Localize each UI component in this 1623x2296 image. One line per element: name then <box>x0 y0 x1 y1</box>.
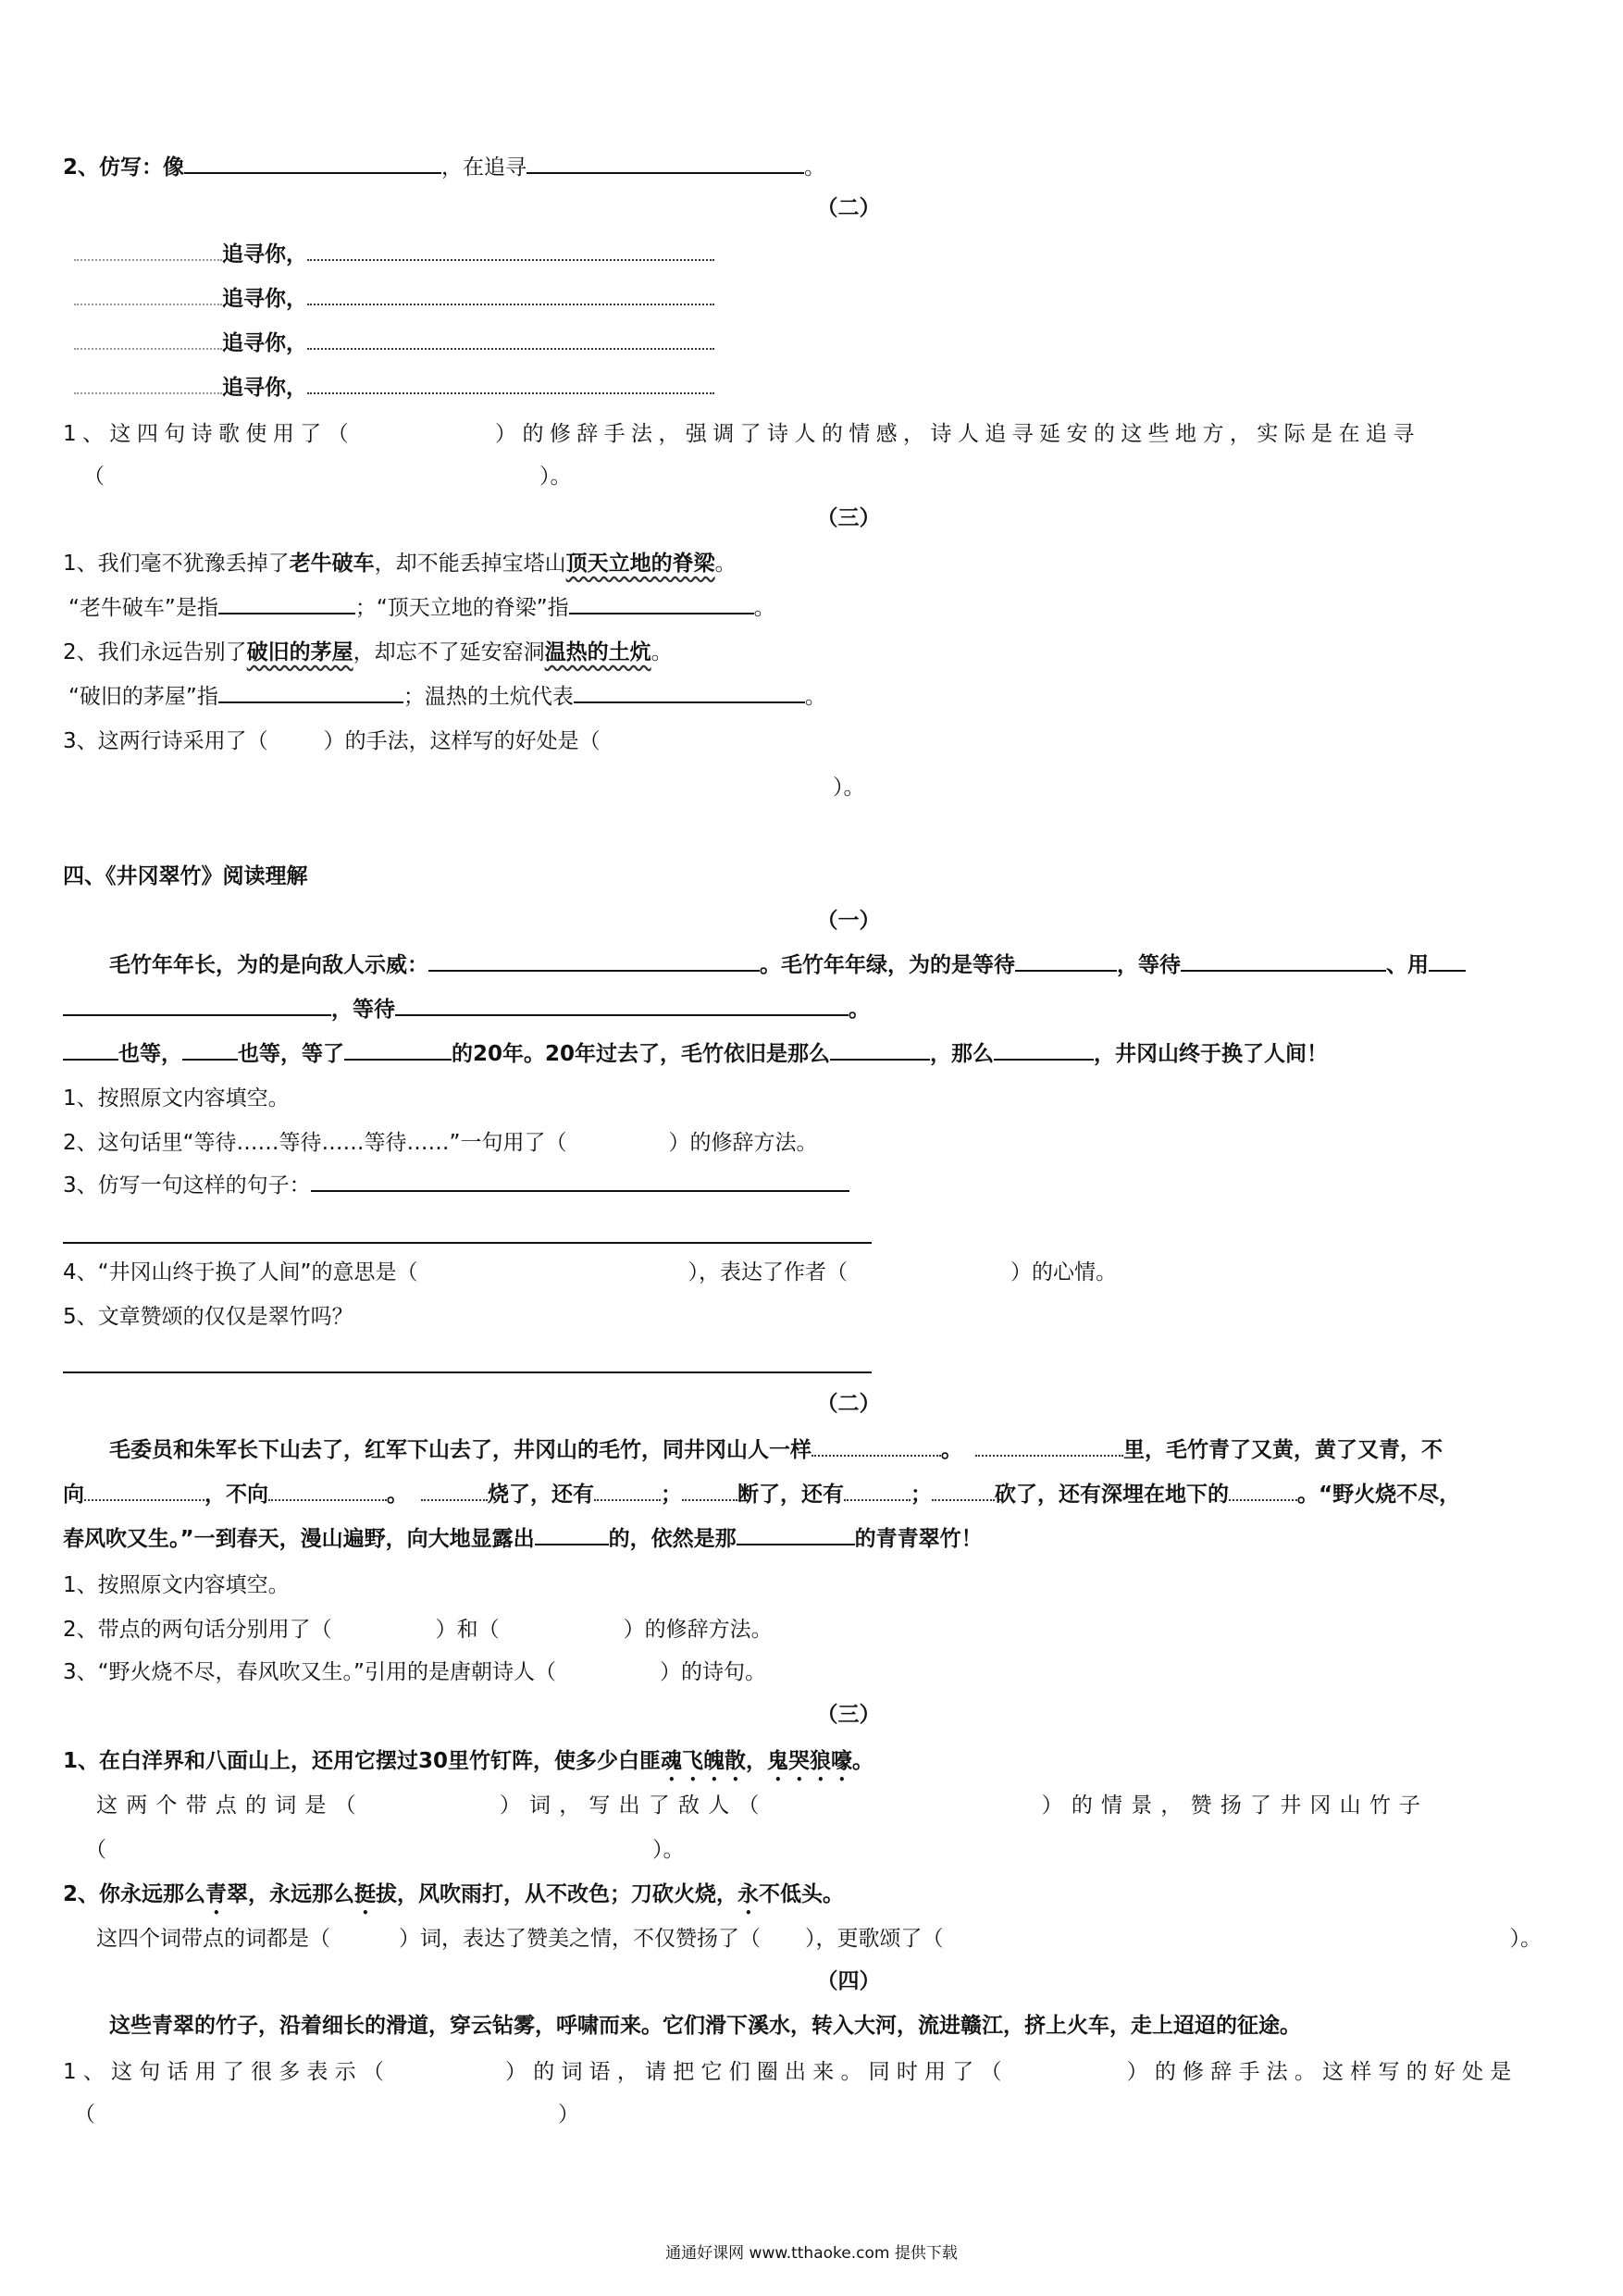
text: 春风吹又生。”一到春天，漫山遍野，向大地显露出 <box>63 1527 535 1551</box>
bold-phrase: 老牛破车 <box>289 552 375 576</box>
text: 。 <box>753 596 775 620</box>
sentence-1 <box>63 548 737 579</box>
text: 2、仿写：像 <box>63 155 185 180</box>
question-r1: 1、按照原文内容填空。 <box>63 1573 290 1597</box>
blank[interactable] <box>63 1038 118 1061</box>
blank[interactable] <box>218 681 403 703</box>
text: 1、这四句诗歌使用了（ <box>63 422 355 446</box>
wavy-phrase: 温热的土炕 <box>544 640 651 664</box>
blank[interactable] <box>344 1038 452 1061</box>
blank[interactable] <box>421 1479 488 1501</box>
text: ）的心情。 <box>1010 1260 1117 1285</box>
blank[interactable] <box>1429 949 1466 972</box>
text: 。 <box>387 1483 408 1507</box>
text: 拔，风吹雨打，从不改色；刀砍火烧， <box>376 1882 738 1906</box>
text: ）的修辞手法，强调了诗人的情感，诗人追寻延安的这些地方，实际是在追寻 <box>495 422 1420 446</box>
text: ）的情景，赞扬了井冈山竹子 <box>1041 1793 1430 1818</box>
dotted-blank[interactable] <box>307 283 714 305</box>
text: ；温热的土炕代表 <box>403 685 574 709</box>
blank[interactable] <box>395 994 849 1016</box>
text: 。 <box>714 552 737 576</box>
text: 也等， <box>118 1042 182 1066</box>
question-r2 <box>63 1614 773 1645</box>
question-4 <box>63 1257 1117 1288</box>
section-4-title: 四、《井冈翠竹》阅读理解 <box>63 864 308 888</box>
dotted-blank[interactable] <box>74 283 222 305</box>
zhuixun-line-2 <box>74 283 714 315</box>
text: ， <box>746 1749 768 1773</box>
passage-1-line-1 <box>109 949 1466 981</box>
text: 。 <box>804 685 826 709</box>
zhuixun-label: 追寻你， <box>222 242 307 267</box>
text: ； <box>661 1483 682 1507</box>
passage-2-line-3 <box>63 1523 983 1555</box>
text: ）的修辞方法。 <box>623 1618 773 1642</box>
text: 4、“井冈山终于换了人间”的意思是（ <box>63 1260 418 1285</box>
text: 的青青翠竹！ <box>854 1527 983 1551</box>
passage-4-question-cont <box>74 2099 579 2130</box>
passage-2-line-1 <box>109 1434 1443 1466</box>
zhuixun-line-1 <box>74 239 714 270</box>
dotted-blank[interactable] <box>74 328 222 350</box>
text: 砍了，还有深埋在地下的 <box>995 1483 1229 1507</box>
dotted-blank[interactable] <box>307 328 714 350</box>
text: ； <box>911 1483 932 1507</box>
text: ；“顶天立地的脊梁”指 <box>354 596 569 620</box>
question-3 <box>63 1170 849 1201</box>
question-er-1 <box>63 418 1420 450</box>
wavy-phrase: 破旧的茅屋 <box>246 640 353 664</box>
text: 烧了，还有 <box>488 1483 594 1507</box>
passage-1-line-3 <box>63 1038 1328 1070</box>
blank[interactable] <box>527 152 804 174</box>
blank[interactable] <box>812 1434 941 1457</box>
text: 2、带点的两句话分别用了（ <box>63 1618 332 1642</box>
text: ）词，表达了赞美之情，不仅赞扬了（ <box>399 1927 761 1951</box>
blank[interactable] <box>975 1434 1123 1457</box>
sentence-2-blanks <box>68 681 826 713</box>
text: ）。 <box>1509 1927 1542 1951</box>
text: 、用 <box>1386 953 1429 977</box>
text: 也等，等了 <box>238 1042 344 1066</box>
sentence-1-blanks <box>68 592 775 624</box>
text: 。 <box>849 998 870 1022</box>
answer-line[interactable] <box>63 1371 872 1373</box>
blank[interactable] <box>84 1479 204 1501</box>
blank[interactable] <box>1015 949 1117 972</box>
text: 这两个带点的词是（ <box>96 1793 365 1818</box>
passage-3-question-1 <box>96 1790 1429 1821</box>
blank[interactable] <box>268 1479 387 1501</box>
footer: 通通好课网 www.tthaoke.com 提供下载 <box>665 2244 958 2263</box>
text: 3、仿写一句这样的句子： <box>63 1173 311 1198</box>
text: 。 <box>804 155 826 180</box>
text: 1、这句话用了很多表示（ <box>63 2060 391 2084</box>
text: （ <box>83 465 105 489</box>
imitation-line <box>63 152 825 183</box>
blank[interactable] <box>182 1038 238 1061</box>
blank[interactable] <box>535 1523 609 1545</box>
zhuixun-label: 追寻你， <box>222 287 307 311</box>
text: 1、我们毫不犹豫丢掉了 <box>63 552 290 576</box>
passage-3-line-2 <box>63 1879 844 1919</box>
text: ，等待 <box>1117 953 1181 977</box>
section-heading-san-2: （三） <box>816 1703 881 1727</box>
text: 里，毛竹青了又黄，黄了又青，不 <box>1123 1438 1443 1462</box>
text: ）的词语，请把它们圈出来。同时用了（ <box>505 2060 1009 2084</box>
text: ）和（ <box>435 1618 500 1642</box>
text: 翠，永远那么 <box>227 1882 355 1906</box>
passage-4-question <box>63 2056 1518 2088</box>
sentence-3-end: ）。 <box>833 776 865 800</box>
section-heading-si: （四） <box>816 1969 881 1993</box>
text: ，不向 <box>204 1483 268 1507</box>
blank[interactable] <box>830 1038 930 1061</box>
zhuixun-line-4 <box>74 372 714 403</box>
text: ）。 <box>539 465 572 489</box>
text: 断了，还有 <box>737 1483 844 1507</box>
question-5: 5、文章赞颂的仅仅是翠竹吗？ <box>63 1305 353 1329</box>
text: 1、在白洋界和八面山上，还用它摆过30里竹钉阵，使多少白匪 <box>63 1749 662 1773</box>
text: 的20年。20年过去了，毛竹依旧是那么 <box>452 1042 831 1066</box>
text: （ <box>85 1838 106 1862</box>
text: 。 <box>941 1438 962 1462</box>
text: ，却忘不了延安窑洞 <box>353 640 545 664</box>
blank[interactable] <box>594 1479 661 1501</box>
dotted-word: 魂飞魄散 <box>661 1749 747 1773</box>
blank[interactable] <box>428 949 760 972</box>
text: 2、你永远那么 <box>63 1882 206 1906</box>
text: ，却不能丢掉宝塔山 <box>374 552 566 576</box>
wavy-phrase: 顶天立地的脊梁 <box>565 552 715 576</box>
blank[interactable] <box>737 1523 855 1545</box>
text: ，那么 <box>930 1042 995 1066</box>
text: 。“野火烧不尽， <box>1297 1483 1461 1507</box>
text: ），表达了作者（ <box>688 1260 848 1285</box>
text: ）的修辞方法。 <box>668 1131 818 1155</box>
text: 2、我们永远告别了 <box>63 640 247 664</box>
blank[interactable] <box>218 592 355 614</box>
passage-4: 这些青翠的竹子，沿着细长的滑道，穿云钻雾，呼啸而来。它们滑下溪水，转入大河，流进赣江，挤上火车，走上迢迢的征途。 <box>109 2014 1301 2038</box>
text: ，在追寻 <box>441 155 527 180</box>
passage-3-question-1-cont <box>85 1834 685 1866</box>
text: 3、“野火烧不尽，春风吹又生。”引用的是唐朝诗人（ <box>63 1660 556 1684</box>
question-2 <box>63 1127 817 1159</box>
blank[interactable] <box>1229 1479 1297 1501</box>
dotted-word: 鬼哭狼嚎 <box>767 1749 853 1773</box>
blank[interactable] <box>932 1479 995 1501</box>
zhuixun-label: 追寻你， <box>222 376 307 400</box>
zhuixun-line-3 <box>74 328 714 359</box>
blank[interactable] <box>63 994 331 1016</box>
dotted-word: 青 <box>205 1882 228 1906</box>
question-r3 <box>63 1657 766 1688</box>
text: 毛竹年年长，为的是向敌人示威： <box>109 953 428 977</box>
blank[interactable] <box>844 1479 911 1501</box>
blank[interactable] <box>1181 949 1386 972</box>
text: ）。 <box>652 1838 685 1862</box>
text: 向 <box>63 1483 84 1507</box>
blank[interactable] <box>184 152 441 174</box>
text: ）词，写出了敌人（ <box>499 1793 768 1818</box>
dotted-blank[interactable] <box>74 372 222 394</box>
text: 毛委员和朱军长下山去了，红军下山去了，井冈山的毛竹，同井冈山人一样 <box>109 1438 812 1462</box>
sentence-2 <box>63 637 673 668</box>
text: 的，依然是那 <box>608 1527 737 1551</box>
question-1: 1、按照原文内容填空。 <box>63 1086 290 1111</box>
text: 这四个词带点的词都是（ <box>96 1927 330 1951</box>
section-heading-san: （三） <box>816 506 881 530</box>
text: ，等待 <box>331 998 395 1022</box>
text: “老牛破车”是指 <box>68 596 218 620</box>
text: 。毛竹年年绿，为的是等待 <box>760 953 1015 977</box>
passage-3-line-1 <box>63 1745 873 1786</box>
passage-1-line-2 <box>63 994 870 1025</box>
dotted-blank[interactable] <box>307 239 714 261</box>
text: 。 <box>852 1749 874 1773</box>
zhuixun-label: 追寻你， <box>222 331 307 355</box>
blank[interactable] <box>574 681 805 703</box>
text: ） <box>558 2103 579 2127</box>
passage-3-question-2 <box>96 1923 1542 1955</box>
text: （ <box>74 2103 95 2127</box>
text: ）的手法，这样写的好处是（ <box>323 729 601 753</box>
sentence-3 <box>63 726 601 757</box>
section-heading-er: （二） <box>816 196 881 220</box>
text: ），更歌颂了（ <box>805 1927 944 1951</box>
blank[interactable] <box>569 592 754 614</box>
answer-line[interactable] <box>63 1242 872 1244</box>
dotted-word: 挺 <box>354 1882 377 1906</box>
section-heading-er-2: （二） <box>816 1392 881 1416</box>
question-er-1-cont <box>83 461 572 492</box>
text: 。 <box>650 640 673 664</box>
blank[interactable] <box>682 1479 737 1501</box>
blank[interactable] <box>994 1038 1094 1061</box>
section-heading-yi: （一） <box>816 909 881 933</box>
text: 不低头。 <box>759 1882 845 1906</box>
text: ）的诗句。 <box>659 1660 766 1684</box>
text: 3、这两行诗采用了（ <box>63 729 268 753</box>
text: ，井冈山终于换了人间！ <box>1094 1042 1329 1066</box>
dotted-blank[interactable] <box>307 372 714 394</box>
dotted-word: 永 <box>737 1882 760 1906</box>
dotted-blank[interactable] <box>74 239 222 261</box>
text: “破旧的茅屋”指 <box>68 685 218 709</box>
passage-2-line-2 <box>63 1479 1460 1510</box>
blank[interactable] <box>311 1170 849 1192</box>
text: ）的修辞手法。这样写的好处是 <box>1126 2060 1518 2084</box>
text: 2、这句话里“等待……等待……等待……”一句用了（ <box>63 1131 567 1155</box>
